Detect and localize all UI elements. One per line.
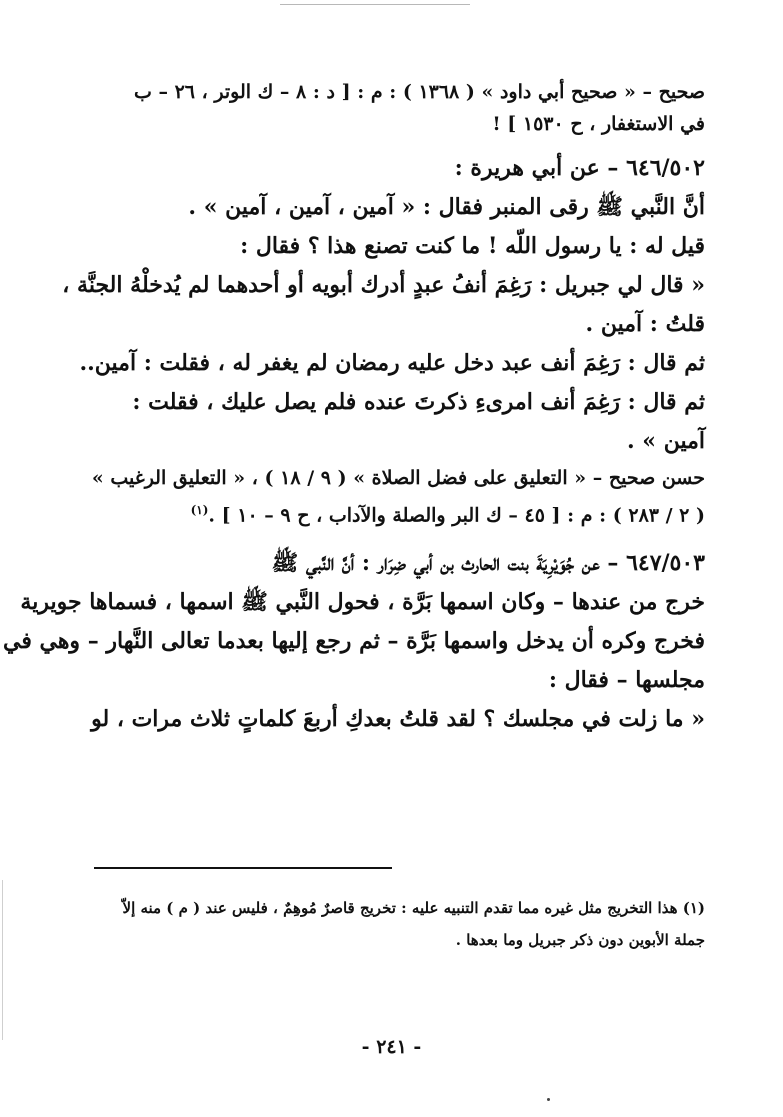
hadith-line: ٦٤٧/٥٠٣ – عن جُوَيْرِيَةَ بنت الحارث بن أبي ضِرَار : أنَّ النَّبي ﷺ xyxy=(271,550,705,577)
grading-reference-line xyxy=(85,498,705,527)
hadith-line: مجلسها – فقال : xyxy=(548,667,705,694)
hadith-line: قيل له : يا رسول اللّه ! ما كنت تصنع هذا ؟ فقال : xyxy=(240,233,705,259)
hadith-line: قلتُ : آمين . xyxy=(585,311,705,337)
hadith-line: « ما زلت في مجلسك ؟ لقد قلتُ بعدكِ أربعَ كلماتٍ ثلاث مرات ، لو xyxy=(91,706,705,733)
scan-edge-line xyxy=(2,880,3,1040)
reference-text: ( ٢ / ٢٨٣ ) : م : [ ٤٥ – ك البر والصلة والآداب ، ح ٩ – ١٠ ] . xyxy=(208,504,705,527)
main-text xyxy=(2,80,705,734)
footnote-marker: (١) xyxy=(190,503,209,517)
hadith-line: ثم قال : رَغِمَ أنف امرىءِ ذكرتَ عنده فلم يصل عليك ، فقلت : xyxy=(132,389,705,415)
hadith-line: أنَّ النَّبي ﷺ رقى المنبر فقال : « آمين ، آمين ، آمين » . xyxy=(188,194,705,220)
footnote-line: جملة الأبوين دون ذكر جبريل وما بعدها . xyxy=(455,931,705,949)
footnote-line: (١) هذا التخريج مثل غيره مما تقدم التنبيه عليه : تخريج قاصرٌ مُوهِمٌ ، فليس عند ( م ) منه إلاّ xyxy=(122,899,705,917)
hadith-line: ثم قال : رَغِمَ أنف عبد دخل عليه رمضان لم يغفر له ، فقلت : آمين.. xyxy=(79,350,705,376)
grading-reference-line: صحيح – « صحيح أبي داود » ( ١٣٦٨ ) : م : [ د : ٨ – ك الوتر ، ٢٦ – ب xyxy=(133,81,705,103)
hadith-line: آمين » . xyxy=(626,428,705,454)
scan-edge-line xyxy=(280,4,470,5)
hadith-line: فخرج وكره أن يدخل واسمها بَرَّة – ثم رجع إليها بعدما تعالى النَّهار – وهي في xyxy=(2,628,705,655)
grading-reference-line: حسن صحيح – « التعليق على فضل الصلاة » ( ٩ / ١٨ ) ، « التعليق الرغيب » xyxy=(91,467,705,489)
hadith-line: « قال لي جبريل : رَغِمَ أنفُ عبدٍ أدرك أبويه أو أحدهما لم يُدخلْهُ الجنَّة ، xyxy=(62,272,705,298)
page-number: - ٢٤١ - xyxy=(361,1036,422,1058)
hadith-heading: ٦٤٦/٥٠٢ – عن أبي هريرة : xyxy=(454,155,705,181)
footnotes xyxy=(85,895,705,953)
hadith-line: خرج من عندها – وكان اسمها بَرَّة ، فحول النَّبي ﷺ اسمها ، فسماها جويرية xyxy=(20,589,705,616)
footnote-divider xyxy=(94,867,392,869)
grading-reference-line: في الاستغفار ، ح ١٥٣٠ ] ! xyxy=(492,113,705,135)
scan-speck xyxy=(547,1098,550,1101)
